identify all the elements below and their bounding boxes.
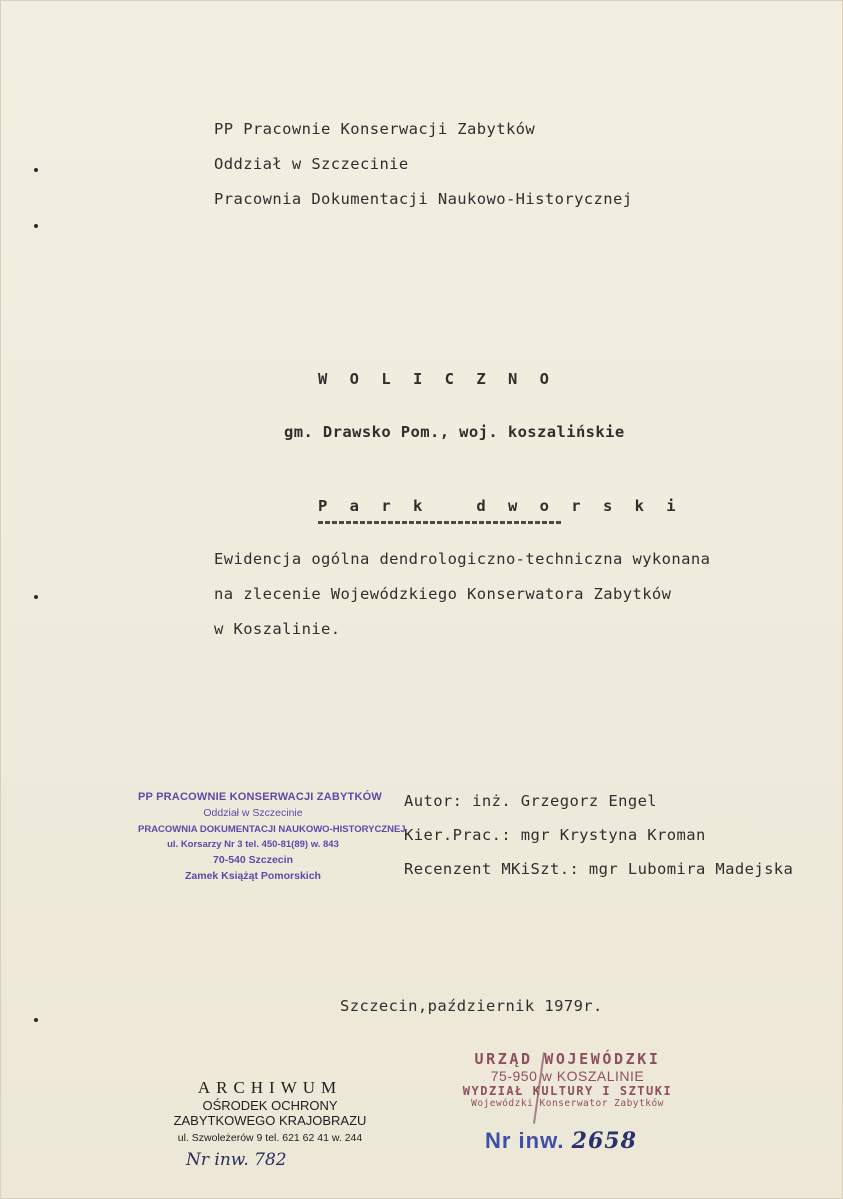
stamp-line-6: Zamek Książąt Pomorskich — [185, 869, 321, 882]
margin-mark — [34, 595, 38, 599]
margin-mark — [34, 1018, 38, 1022]
title-location: gm. Drawsko Pom., woj. koszalińskie — [284, 423, 625, 441]
inventory-prefix: Nr inw. — [485, 1128, 565, 1153]
office-stamp-line-3: WYDZIAŁ KULTURY I SZTUKI — [462, 1084, 673, 1098]
author-line: Autor: inż. Grzegorz Engel — [404, 792, 658, 810]
stamp-line-4: ul. Korsarzy Nr 3 tel. 450-81(89) w. 843 — [167, 839, 339, 851]
archive-title: ARCHIWUM — [197, 1078, 343, 1097]
stamp-line-1: PP PRACOWNIE KONSERWACJI ZABYTKÓW — [138, 791, 382, 803]
description-line-3: w Koszalinie. — [214, 620, 341, 638]
archive-line-3: ZABYTKOWEGO KRAJOBRAZU — [173, 1113, 367, 1128]
archive-line-2: OŚRODEK OCHRONY — [202, 1098, 338, 1113]
institution-stamp — [138, 790, 406, 885]
description-line-1: Ewidencja ogólna dendrologiczno-techniczna wykonana — [214, 550, 711, 568]
title-underline — [318, 521, 562, 524]
stamp-line-5: 70-540 Szczecin — [213, 854, 293, 867]
title-subject: P a r k d w o r s k i — [318, 497, 683, 515]
stamp-line-3: PRACOWNIA DOKUMENTACJI NAUKOWO-HISTORYCZNEJ — [138, 823, 406, 835]
archive-address: ul. Szwoleżerów 9 tel. 621 62 41 w. 244 — [177, 1132, 363, 1144]
manager-line: Kier.Prac.: mgr Krystyna Kroman — [404, 826, 706, 844]
office-stamp-line-4: Wojewódzki Konserwator Zabytków — [471, 1098, 664, 1109]
header-organization: PP Pracownie Konserwacji Zabytków — [214, 120, 536, 138]
archive-stamp — [160, 1078, 380, 1144]
office-stamp-line-1: URZĄD WOJEWÓDZKI — [474, 1050, 661, 1068]
office-stamp — [455, 1050, 680, 1109]
reviewer-line: Recenzent MKiSzt.: mgr Lubomira Madejska — [404, 860, 794, 878]
header-branch: Oddział w Szczecinie — [214, 155, 409, 173]
inventory-stamp — [485, 1128, 637, 1154]
office-stamp-line-2: 75-950 w KOSZALINIE — [490, 1068, 645, 1084]
header-department: Pracownia Dokumentacji Naukowo-Historycznej — [214, 190, 633, 208]
stamp-line-2: Oddział w Szczecinie — [203, 806, 303, 819]
margin-mark — [34, 224, 38, 228]
margin-mark — [34, 168, 38, 172]
inventory-number: 2658 — [571, 1128, 637, 1154]
title-place: W O L I C Z N O — [318, 370, 556, 388]
date-line: Szczecin,październik 1979r. — [340, 997, 603, 1015]
handwritten-inventory-note: Nr inw. 782 — [186, 1150, 287, 1170]
description-line-2: na zlecenie Wojewódzkiego Konserwatora Zabytków — [214, 585, 672, 603]
